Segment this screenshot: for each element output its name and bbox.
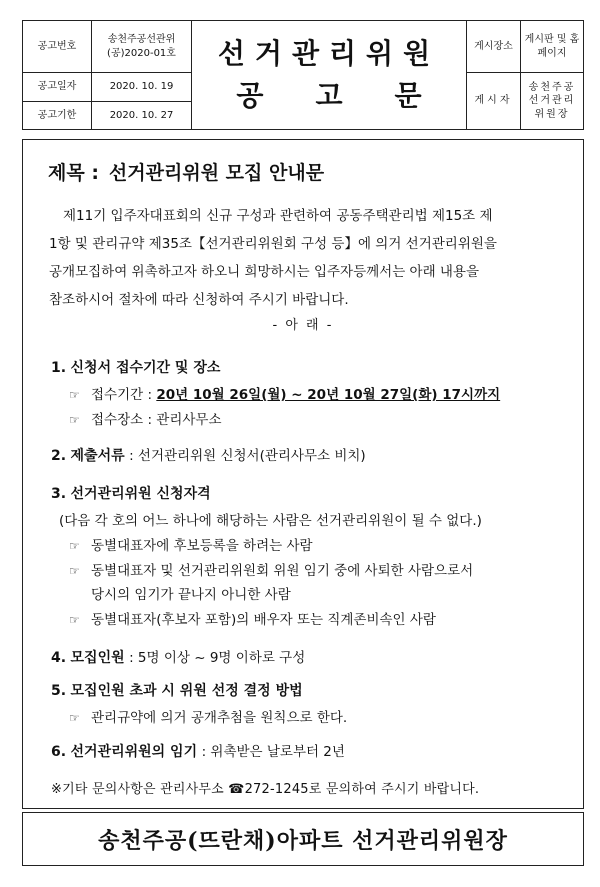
section-title: 신청서 접수기간 및 장소 — [70, 360, 221, 376]
intro-line: 1항 및 관리규약 제35조【선거관리위원회 구성 등】에 의거 선거관리위원을 — [49, 236, 497, 252]
selection-method-text: 관리규약에 의거 공개추첨을 원칙으로 한다. — [91, 710, 348, 726]
ahrae-divider: - 아 래 - — [272, 318, 334, 333]
pointing-hand-icon: ☞ — [69, 613, 80, 627]
section-5-heading — [51, 680, 303, 700]
poster-label: 게시자 — [467, 73, 521, 129]
application-period-label: 접수기간 : — [91, 387, 153, 403]
section-number: 1. — [51, 360, 67, 376]
pointing-hand-icon: ☞ — [69, 711, 80, 725]
notice-title — [192, 21, 474, 129]
section-4-heading — [51, 646, 305, 667]
subject-label: 제목 : — [48, 162, 99, 184]
notice-period-label: 공고기한 — [23, 102, 92, 129]
intro-line: 제11기 입주자대표회의 신규 구성과 관련하여 공동주택관리법 제15조 제 — [63, 208, 493, 224]
eligibility-item-text: 동별대표자 및 선거관리위원회 위원 임기 중에 사퇴한 사람으로서 — [91, 563, 474, 579]
section-title: 선거관리위원 신청자격 — [70, 486, 211, 502]
eligibility-item — [69, 559, 473, 579]
section-title: 모집인원 — [70, 650, 125, 666]
notice-title-line1: 선거관리위원 — [217, 37, 441, 71]
section-detail: : 5명 이상 ~ 9명 이하로 구성 — [129, 650, 306, 666]
pointing-hand-icon: ☞ — [69, 539, 80, 553]
eligibility-item — [69, 534, 313, 554]
section-number: 6. — [51, 744, 67, 760]
subject-heading — [48, 158, 324, 185]
section-detail: : 선거관리위원 신청서(관리사무소 비치) — [129, 448, 366, 464]
pointing-hand-icon: ☞ — [69, 413, 80, 427]
section-title: 제출서류 — [70, 448, 125, 464]
notice-date-label: 공고일자 — [23, 73, 92, 102]
eligibility-item-text: 동별대표자에 후보등록을 하려는 사람 — [91, 538, 313, 554]
issuer-footer: 송천주공(뜨란채)아파트 선거관리위원장 — [22, 812, 584, 866]
pointing-hand-icon: ☞ — [69, 388, 80, 402]
poster-value: 송천주공 선거관리 위원장 — [528, 81, 576, 120]
section-title: 모집인원 초과 시 위원 선정 결정 방법 — [70, 683, 303, 699]
section-number: 5. — [51, 683, 67, 699]
notice-number-value: 송천주공선관위 (공)2020-01호 — [92, 21, 192, 73]
notice-body — [22, 139, 584, 809]
notice-header-table — [22, 20, 584, 130]
section-number: 2. — [51, 448, 67, 464]
notice-title-line2: 공고문 — [236, 79, 474, 112]
post-place-value: 게시판 및 홈페이지 — [521, 21, 583, 73]
notice-number-label: 공고번호 — [23, 21, 92, 73]
eligibility-item-continued: 당시의 임기가 끝나지 아니한 사람 — [91, 587, 291, 603]
notice-period-value: 2020. 10. 27 — [92, 102, 192, 129]
subject-text: 선거관리위원 모집 안내문 — [108, 162, 325, 184]
application-place-text: 접수장소 : 관리사무소 — [91, 412, 222, 428]
application-period-item — [69, 383, 500, 403]
intro-line: 공개모집하여 위촉하고자 하오니 희망하시는 입주자등께서는 아래 내용을 — [49, 264, 480, 280]
eligibility-item-text: 동별대표자(후보자 포함)의 배우자 또는 직계존비속인 사람 — [91, 612, 436, 628]
selection-method-item — [69, 706, 347, 726]
intro-line: 참조하시어 절차에 따라 신청하여 주시기 바랍니다. — [49, 292, 349, 308]
section-number: 3. — [51, 486, 67, 502]
section-1-heading — [51, 357, 220, 377]
intro-paragraph — [49, 202, 569, 314]
section-6-heading — [51, 740, 345, 761]
post-place-label: 게시장소 — [467, 21, 521, 73]
eligibility-description: (다음 각 호의 어느 하나에 해당하는 사람은 선거관리위원이 될 수 없다.) — [59, 513, 482, 529]
section-detail: : 위촉받은 날로부터 2년 — [201, 744, 345, 760]
eligibility-item — [69, 608, 436, 628]
contact-note: ※기타 문의사항은 관리사무소 ☎272-1245로 문의하여 주시기 바랍니다. — [51, 782, 480, 797]
section-number: 4. — [51, 650, 67, 666]
section-3-heading — [51, 483, 211, 503]
application-period-value: 20년 10월 26일(월) ~ 20년 10월 27일(화) 17시까지 — [156, 387, 501, 403]
notice-date-value: 2020. 10. 19 — [92, 73, 192, 102]
pointing-hand-icon: ☞ — [69, 564, 80, 578]
section-2-heading — [51, 444, 366, 465]
section-title: 선거관리위원의 임기 — [70, 744, 198, 760]
application-place-item — [69, 408, 222, 428]
